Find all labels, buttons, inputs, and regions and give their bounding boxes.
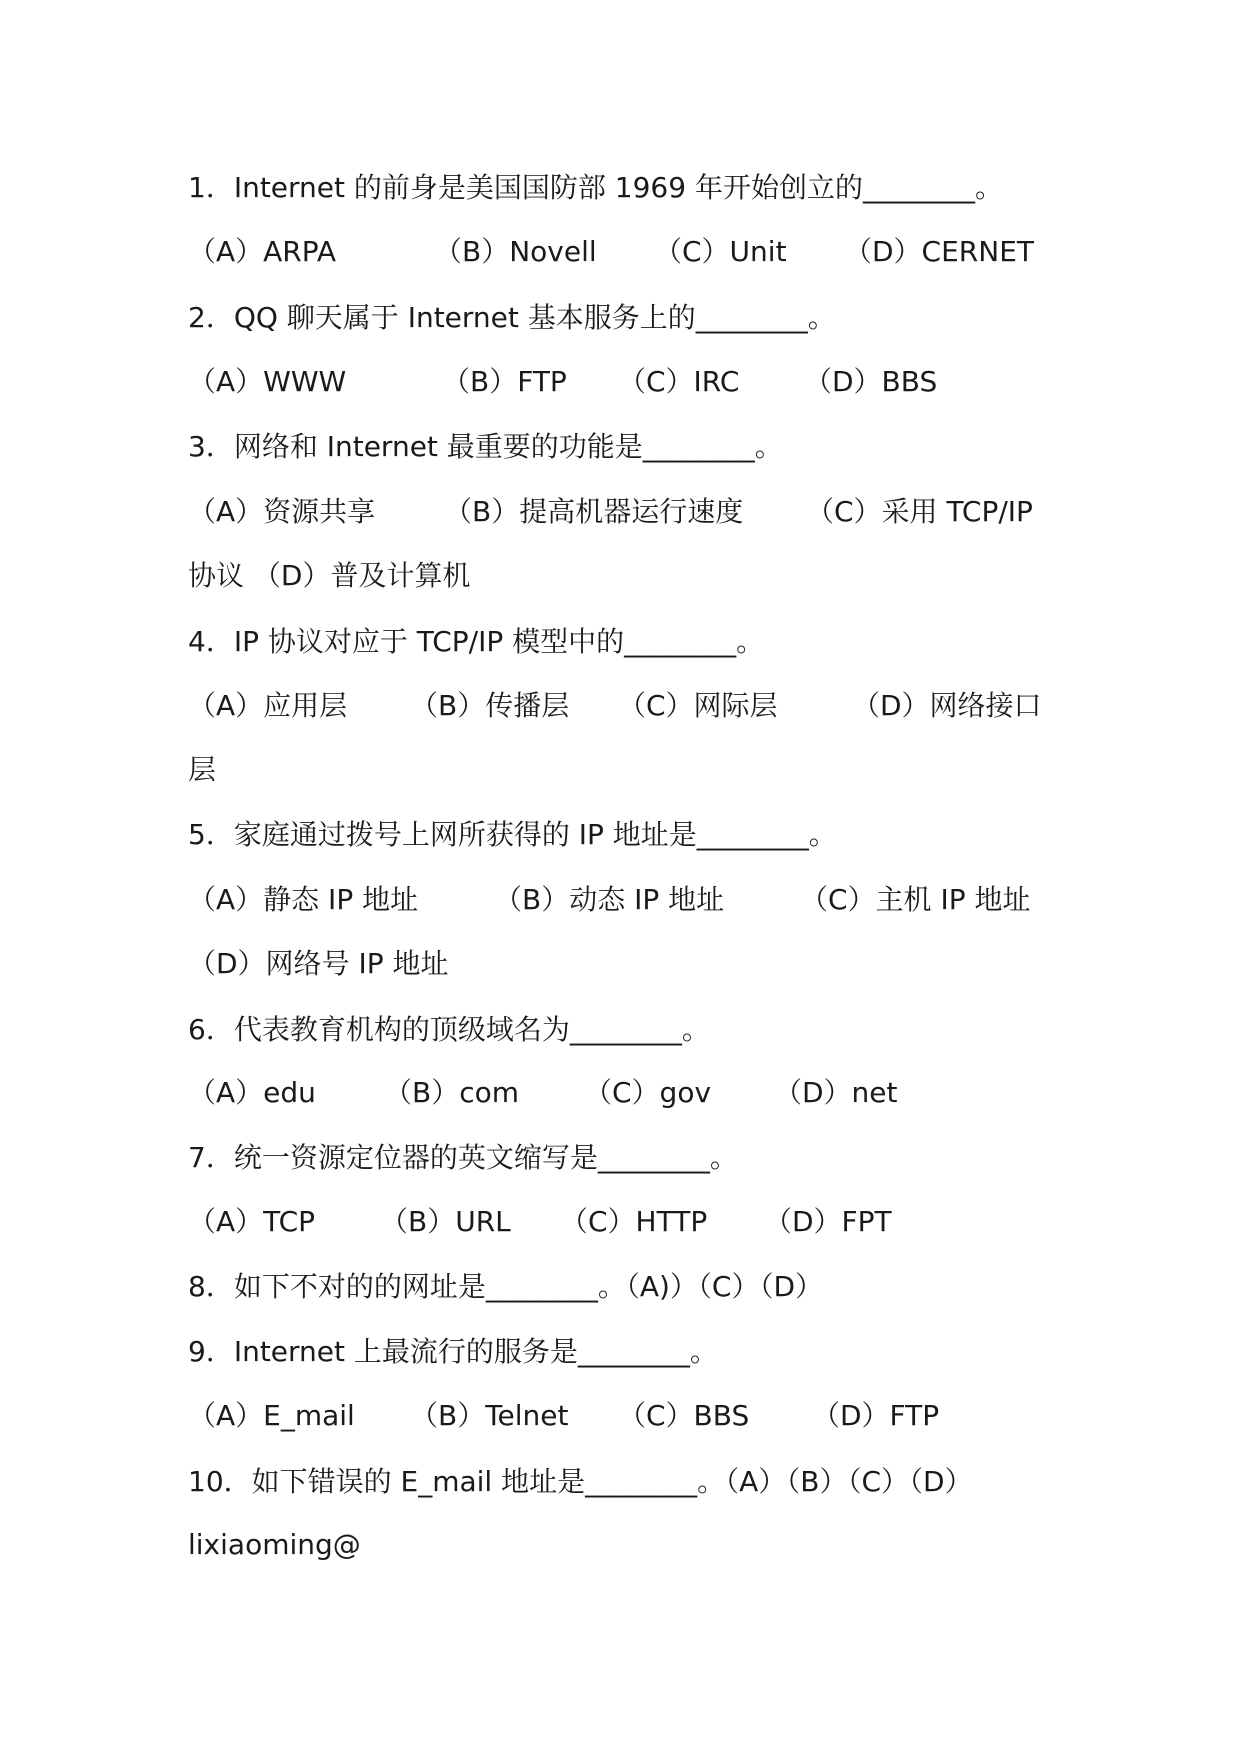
question-3-stem: 3．网络和 Internet 最重要的功能是________。 [188, 430, 783, 463]
q5-option-b: （B）动态 IP 地址 [494, 883, 725, 916]
q6-option-b: （B）com [384, 1076, 520, 1109]
question-6-stem: 6．代表教育机构的顶级域名为________。 [188, 1013, 710, 1046]
question-9-stem: 9．Internet 上最流行的服务是________。 [188, 1335, 718, 1368]
q3-option-c: （C）采用 TCP/IP [806, 495, 1033, 528]
q7-option-a: （A）TCP [188, 1205, 316, 1238]
q1-option-d: （D）CERNET [844, 235, 1034, 268]
q3-option-b: （B）提高机器运行速度 [444, 495, 744, 528]
q6-option-c: （C）gov [584, 1076, 712, 1109]
q4-option-c: （C）网际层 [618, 689, 778, 722]
question-5-stem: 5．家庭通过拨号上网所获得的 IP 地址是________。 [188, 818, 837, 851]
q2-option-b: （B）FTP [442, 365, 567, 398]
q7-option-b: （B）URL [380, 1205, 511, 1238]
question-3-continuation: 协议 （D）普及计算机 [188, 559, 471, 592]
question-2-stem: 2．QQ 聊天属于 Internet 基本服务上的________。 [188, 301, 836, 334]
q4-option-b: （B）传播层 [410, 689, 570, 722]
q6-option-a: （A）edu [188, 1076, 316, 1109]
question-4-stem: 4．IP 协议对应于 TCP/IP 模型中的________。 [188, 625, 765, 658]
q9-option-c: （C）BBS [618, 1399, 750, 1432]
q9-option-a: （A）E_mail [188, 1399, 355, 1432]
q2-option-d: （D）BBS [804, 365, 938, 398]
question-10-continuation: lixiaoming@ [188, 1528, 361, 1561]
q9-option-d: （D）FTP [812, 1399, 940, 1432]
question-4-continuation: 层 [188, 753, 217, 786]
q4-option-a: （A）应用层 [188, 689, 348, 722]
q3-option-a: （A）资源共享 [188, 495, 376, 528]
q2-option-c: （C）IRC [618, 365, 740, 398]
q9-option-b: （B）Telnet [410, 1399, 569, 1432]
question-10-stem: 10．如下错误的 E_mail 地址是________。（A）（B）（C）（D） [188, 1465, 973, 1498]
q1-option-b: （B）Novell [434, 235, 597, 268]
q2-option-a: （A）WWW [188, 365, 347, 398]
question-8-stem: 8．如下不对的的网址是________。（A)）（C）（D） [188, 1270, 824, 1303]
q1-option-c: （C）Unit [654, 235, 787, 268]
q7-option-c: （C）HTTP [560, 1205, 708, 1238]
q6-option-d: （D）net [774, 1076, 898, 1109]
question-5-continuation: （D）网络号 IP 地址 [188, 947, 449, 980]
q1-option-a: （A）ARPA [188, 235, 337, 268]
q7-option-d: （D）FPT [764, 1205, 892, 1238]
q5-option-c: （C）主机 IP 地址 [800, 883, 1031, 916]
question-1-stem: 1．Internet 的前身是美国国防部 1969 年开始创立的________。 [188, 171, 1003, 204]
question-7-stem: 7．统一资源定位器的英文缩写是________。 [188, 1141, 738, 1174]
q4-option-d: （D）网络接口 [852, 689, 1042, 722]
q5-option-a: （A）静态 IP 地址 [188, 883, 419, 916]
